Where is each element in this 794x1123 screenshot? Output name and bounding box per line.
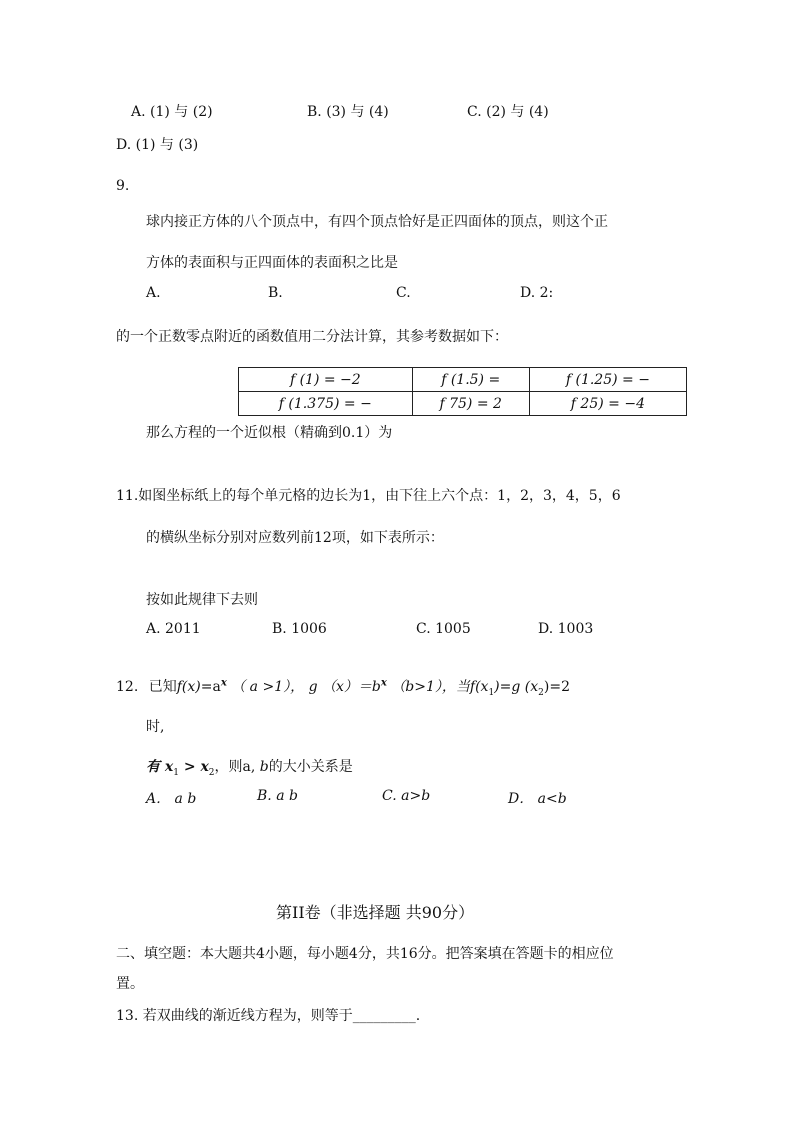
q12-prefix: 已知 — [148, 679, 177, 695]
q12-fx1: f(x — [469, 679, 489, 695]
q12-text-line3 — [146, 756, 353, 778]
section-instructions-line2: 置。 — [116, 976, 144, 992]
q12-option-b: B. a b — [257, 788, 298, 804]
q12-option-d: D． a<b — [508, 791, 567, 807]
q12-gx: g （x）＝b — [308, 679, 381, 695]
q10-intro: 的一个正数零点附近的函数值用二分法计算，其参考数据如下： — [116, 329, 508, 345]
q12-fx: f(x) — [176, 679, 201, 695]
section-title: 第II卷（非选择题 共90分） — [276, 903, 475, 922]
q12-option-a: A． a b — [146, 791, 197, 807]
q13-text: 13. 若双曲线的渐近线方程为，则等于_________. — [116, 1008, 421, 1024]
q12-option-c: C. a>b — [382, 788, 431, 804]
q8-option-a: A. (1) 与 (2) — [131, 104, 213, 120]
q11-option-a: A. 2011 — [146, 621, 201, 637]
q12-relation: 的大小关系是 — [268, 759, 353, 775]
q9-text-line2: 方体的表面积与正四面体的表面积之比是 — [146, 255, 398, 271]
q8-option-b: B. (3) 与 (4) — [307, 104, 389, 120]
section-instructions-line1: 二、填空题：本大题共4小题，每小题4分，共16分。把答案填在答题卡的相应位 — [116, 946, 614, 962]
q9-text-line1: 球内接正方体的八个顶点中，有四个顶点恰好是正四面体的顶点，则这个正 — [146, 214, 608, 230]
q12-tail: )=2 — [543, 679, 570, 695]
q11-text-line1: 11.如图坐标纸上的每个单元格的边长为1，由下往上六个点：1，2，3，4，5，6 — [116, 488, 621, 504]
q12-text-line2: 时, — [146, 719, 165, 735]
q11-text-line2: 的横纵坐标分别对应数列前12项，如下表所示： — [146, 530, 444, 546]
q8-option-d: D. (1) 与 (3) — [116, 137, 199, 153]
table-cell: f (1.375) = − — [239, 392, 413, 416]
q9-number: 9. — [116, 178, 130, 194]
q12-text-line1 — [116, 676, 570, 698]
q12-cond-a: （ a >1）， — [231, 679, 305, 695]
q12-number: 12. — [116, 679, 139, 695]
q12-b: b — [259, 759, 269, 775]
table-cell: f 25) = −4 — [529, 392, 686, 416]
q9-option-a: A. — [146, 285, 161, 301]
table-cell: f 75) = 2 — [412, 392, 529, 416]
q11-option-c: C. 1005 — [416, 621, 471, 637]
q12-sub2: 2 — [538, 687, 544, 698]
q9-option-b: B. — [268, 285, 283, 301]
q12-x2-sub: 2 — [208, 767, 215, 778]
table-cell: f (1.5) = — [412, 368, 529, 392]
q9-option-d: D. 2: — [520, 285, 554, 301]
q8-option-c: C. (2) 与 (4) — [467, 104, 549, 120]
q11-option-b: B. 1006 — [272, 621, 327, 637]
q12-exponent-x: x — [220, 677, 227, 689]
table-cell: f (1.25) = − — [529, 368, 686, 392]
q12-x1: 有 x — [146, 759, 174, 775]
q11-option-d: D. 1003 — [538, 621, 594, 637]
q12-x2: > x — [178, 759, 209, 775]
q9-option-c: C. — [396, 285, 411, 301]
q12-x1-sub: 1 — [173, 767, 179, 778]
q12-cond-b: （b>1），当 — [391, 679, 470, 695]
table-row — [239, 368, 687, 392]
q10-value-table — [238, 367, 687, 416]
q12-then: ，则a, — [214, 759, 260, 775]
q10-question: 那么方程的一个近似根（精确到0.1）为 — [146, 425, 393, 441]
q12-exponent-x2: x — [380, 677, 387, 689]
q11-text-line3: 按如此规律下去则 — [146, 592, 258, 608]
q12-eq-a: =a — [200, 679, 221, 695]
q12-eq-g: )=g (x — [494, 679, 539, 695]
q12-sub1: 1 — [488, 687, 495, 698]
table-cell: f (1) = −2 — [239, 368, 413, 392]
table-row — [239, 392, 687, 416]
